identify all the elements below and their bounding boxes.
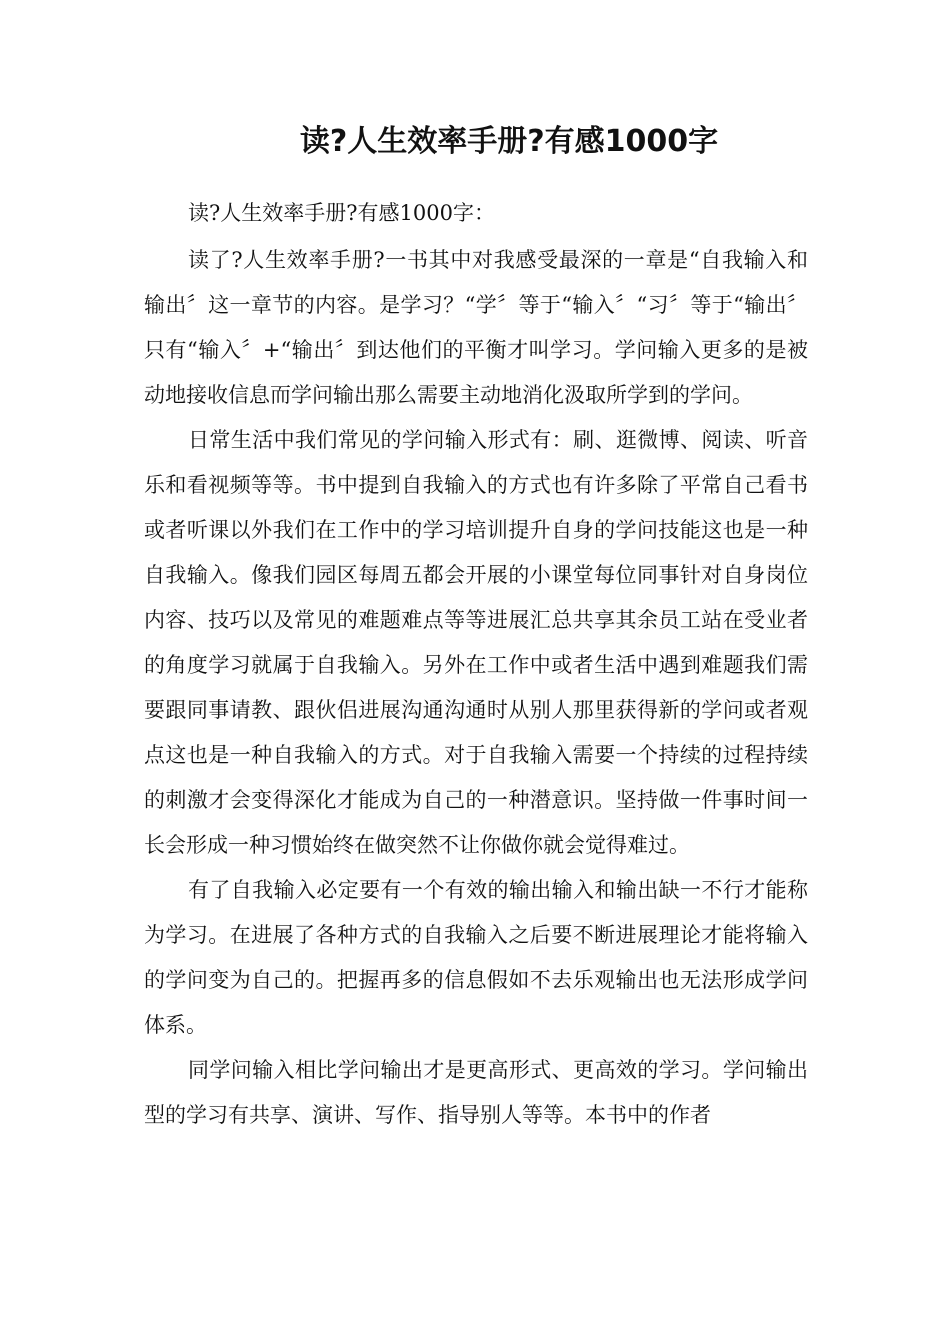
document-body (144, 191, 808, 1138)
document-title: 读?人生效率手册?有感1000字 (299, 124, 719, 159)
paragraph-3: 有了自我输入必定要有一个有效的输出输入和输出缺一不行才能称为学习。在进展了各种方式的自我输入之后要不断进展理论才能将输入的学问变为自己的。把握再多的信息假如不去乐观输出也无法形成学问体系。 (144, 878, 808, 1037)
paragraph-1: 读了?人生效率手册?一书其中对我感受最深的一章是“自我输入和输出〞这一章节的内容。是学习？“学〞等于“输入〞“习〞等于“输出〞只有“输入〞+“输出〞到达他们的平衡才叫学习。学问输入更多的是被动地接收信息而学问输出那么需要主动地消化汲取所学到的学问。 (144, 248, 808, 407)
document-subtitle: 读?人生效率手册?有感1000字： (188, 201, 495, 225)
paragraph-2: 日常生活中我们常见的学问输入形式有：刷、逛微博、阅读、听音乐和看视频等等。书中提到自我输入的方式也有许多除了平常自己看书或者听课以外我们在工作中的学习培训提升自身的学问技能这也是一种自我输入。像我们园区每周五都会开展的小课堂每位同事针对自身岗位内容、技巧以及常见的难题难点等等进展汇总共享其余员工站在受业者的角度学习就属于自我输入。另外在工作中或者生活中遇到难题我们需要跟同事请教、跟伙侣进展沟通沟通时从别人那里获得新的学问或者观点这也是一种自我输入的方式。对于自我输入需要一个持续的过程持续的刺激才会变得深化才能成为自己的一种潜意识。坚持做一件事时间一长会形成一种习惯始终在做突然不让你做你就会觉得难过。 (144, 428, 808, 857)
paragraph-4: 同学问输入相比学问输出才是更高形式、更高效的学习。学问输出型的学习有共享、演讲、写作、指导别人等等。本书中的作者 (144, 1058, 808, 1127)
